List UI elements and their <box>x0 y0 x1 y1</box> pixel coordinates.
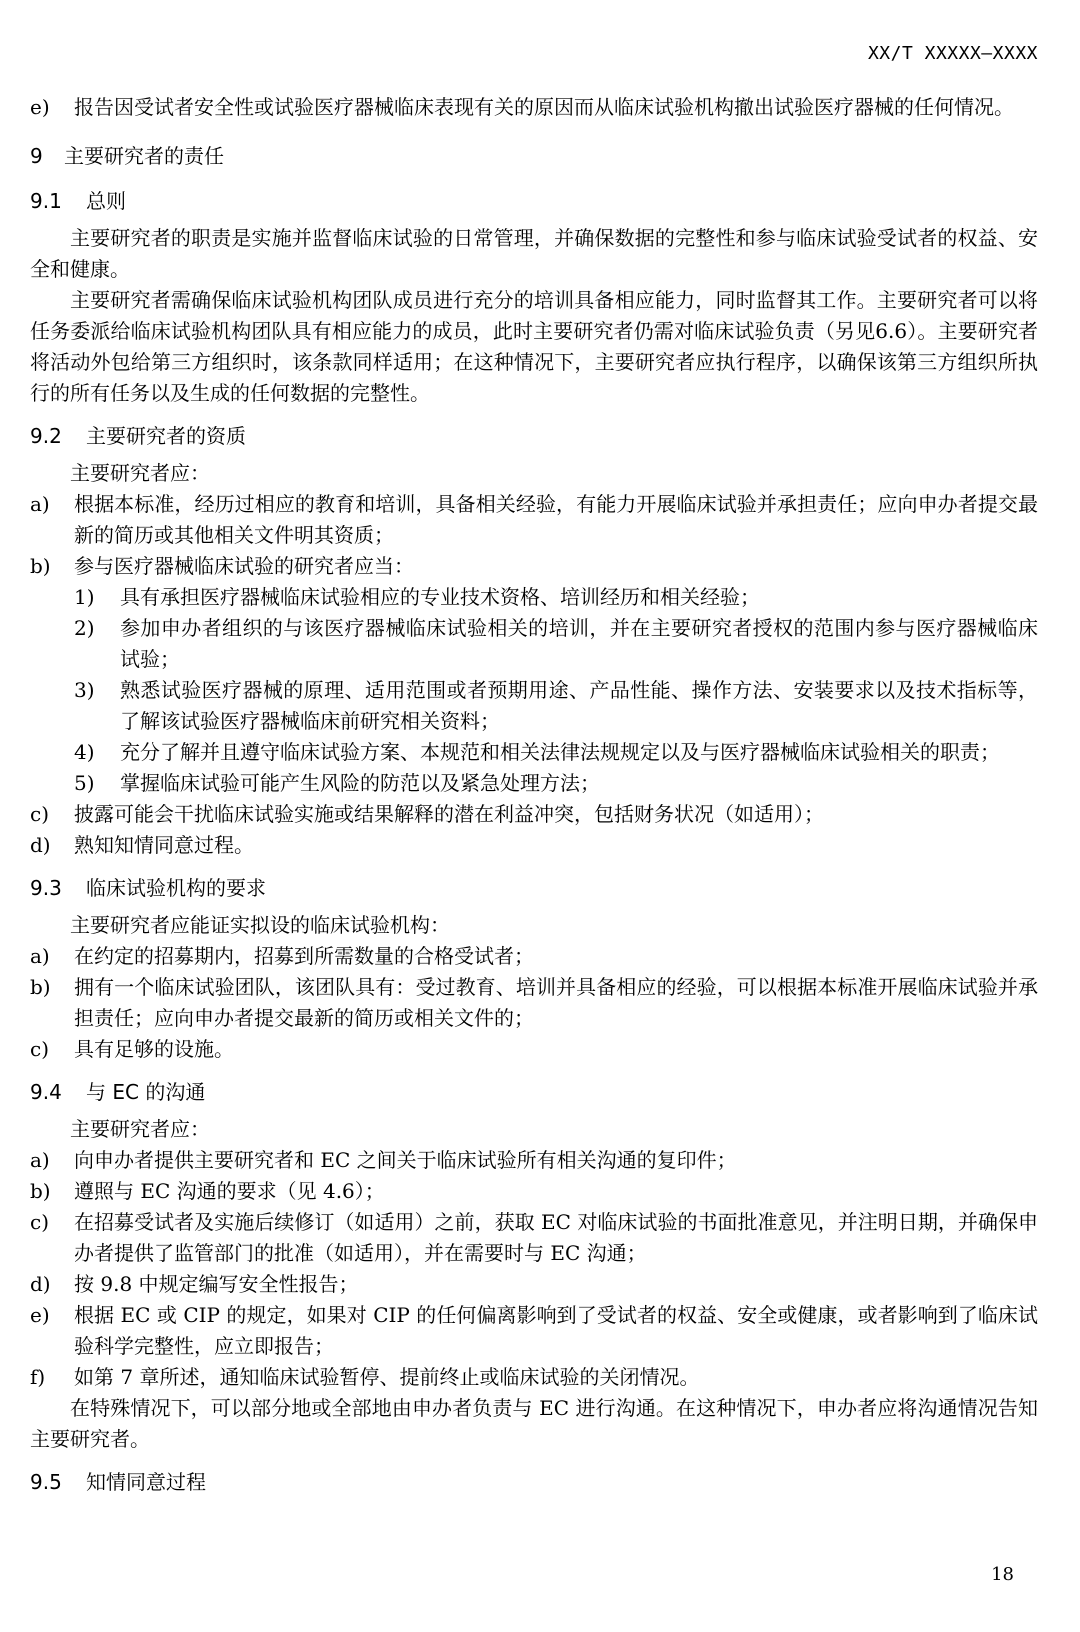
list-text: 披露可能会干扰临床试验实施或结果解释的潜在利益冲突，包括财务状况（如适用）； <box>74 802 824 826</box>
list-marker: 4) <box>74 740 95 764</box>
list-item <box>30 1207 1038 1269</box>
section-title: 临床试验机构的要求 <box>86 876 266 900</box>
list-text: 按 9.8 中规定编写安全性报告； <box>74 1272 359 1296</box>
standard-code: XX/T XXXXX—XXXX <box>867 43 1038 64</box>
list-item <box>30 489 1038 551</box>
paragraph: 主要研究者的职责是实施并监督临床试验的日常管理，并确保数据的完整性和参与临床试验受试者的权益、安全和健康。 <box>30 226 1038 281</box>
section-title: 主要研究者的资质 <box>86 424 246 448</box>
list-item <box>30 830 1038 861</box>
page-number: 18 <box>991 1564 1014 1585</box>
list-item <box>30 1269 1038 1300</box>
section-number: 9 <box>30 144 43 168</box>
section-heading-9-4 <box>30 1077 1038 1108</box>
sub-list-item <box>30 768 1038 799</box>
section-heading-9-1 <box>30 186 1038 217</box>
section-title: 知情同意过程 <box>86 1470 206 1494</box>
section-title: 总则 <box>86 189 126 213</box>
list-item <box>30 1362 1038 1393</box>
section-title: 主要研究者的责任 <box>64 144 224 168</box>
sub-list-item <box>30 737 1038 768</box>
list-marker: 1) <box>74 585 95 609</box>
list-item <box>30 1034 1038 1065</box>
section-heading-9 <box>30 141 1038 172</box>
list-text: 参加申办者组织的与该医疗器械临床试验相关的培训，并在主要研究者授权的范围内参与医疗器械临床试验； <box>120 616 1038 671</box>
list-marker: b) <box>30 975 51 999</box>
list-item <box>30 1145 1038 1176</box>
list-text: 参与医疗器械临床试验的研究者应当： <box>74 554 414 578</box>
paragraph: 在特殊情况下，可以部分地或全部地由申办者负责与 EC 进行沟通。在这种情况下，申办者应将沟通情况告知主要研究者。 <box>30 1396 1038 1451</box>
list-marker: b) <box>30 554 51 578</box>
paragraph: 主要研究者需确保临床试验机构团队成员进行充分的培训具备相应能力，同时监督其工作。主要研究者可以将任务委派给临床试验机构团队具有相应能力的成员，此时主要研究者仍需对临床试验负责（另见6.6）。主要研究者将活动外包给第三方组织时，该条款同样适用；在这种情况下，主要研究者应执行程序，以确保该第三方组织所执行的所有任务以及生成的任何数据的完整性。 <box>30 288 1038 405</box>
list-text: 在招募受试者及实施后续修订（如适用）之前，获取 EC 对临床试验的书面批准意见，并注明日期，并确保申办者提供了监管部门的批准（如适用），并在需要时与 EC 沟通； <box>74 1210 1038 1265</box>
list-marker: a) <box>30 1148 50 1172</box>
list-text: 熟悉试验医疗器械的原理、适用范围或者预期用途、产品性能、操作方法、安装要求以及技术指标等，了解该试验医疗器械临床前研究相关资料； <box>120 678 1038 733</box>
document-body <box>30 92 1038 1504</box>
list-marker: d) <box>30 833 51 857</box>
section-number: 9.4 <box>30 1080 62 1104</box>
sub-list-item <box>30 582 1038 613</box>
list-marker: f) <box>30 1365 46 1389</box>
list-marker: e) <box>30 1303 50 1327</box>
sub-list-item <box>30 613 1038 675</box>
list-marker: a) <box>30 492 50 516</box>
section-number: 9.3 <box>30 876 62 900</box>
list-text: 如第 7 章所述，通知临床试验暂停、提前终止或临床试验的关闭情况。 <box>74 1365 700 1389</box>
paragraph: 主要研究者应： <box>70 461 210 485</box>
section-number: 9.5 <box>30 1470 62 1494</box>
section-title: 与 EC 的沟通 <box>86 1080 206 1104</box>
list-text: 掌握临床试验可能产生风险的防范以及紧急处理方法； <box>120 771 600 795</box>
list-marker: 3) <box>74 678 95 702</box>
list-marker: 2) <box>74 616 95 640</box>
list-text: 报告因受试者安全性或试验医疗器械临床表现有关的原因而从临床试验机构撤出试验医疗器械的任何情况。 <box>74 95 1014 119</box>
list-text: 在约定的招募期内，招募到所需数量的合格受试者； <box>74 944 534 968</box>
section-heading-9-3 <box>30 873 1038 904</box>
section-number: 9.1 <box>30 189 62 213</box>
list-text: 熟知知情同意过程。 <box>74 833 254 857</box>
section-number: 9.2 <box>30 424 62 448</box>
paragraph: 主要研究者应： <box>70 1117 210 1141</box>
list-text: 根据本标准，经历过相应的教育和培训，具备相关经验，有能力开展临床试验并承担责任；应向申办者提交最新的简历或其他相关文件明其资质； <box>74 492 1038 547</box>
list-marker: e) <box>30 95 50 119</box>
sub-list-item <box>30 675 1038 737</box>
list-marker: c) <box>30 1037 50 1061</box>
list-text: 具有足够的设施。 <box>74 1037 234 1061</box>
list-item <box>30 1176 1038 1207</box>
section-heading-9-2 <box>30 421 1038 452</box>
list-marker: c) <box>30 802 50 826</box>
list-marker: d) <box>30 1272 51 1296</box>
list-marker: c) <box>30 1210 50 1234</box>
list-item <box>30 972 1038 1034</box>
list-text: 拥有一个临床试验团队，该团队具有：受过教育、培训并具备相应的经验，可以根据本标准开展临床试验并承担责任；应向申办者提交最新的简历或相关文件的； <box>74 975 1038 1030</box>
list-text: 遵照与 EC 沟通的要求（见 4.6）； <box>74 1179 385 1203</box>
paragraph: 主要研究者应能证实拟设的临床试验机构： <box>70 913 450 937</box>
list-item <box>30 941 1038 972</box>
list-item <box>30 799 1038 830</box>
list-marker: a) <box>30 944 50 968</box>
section-heading-9-5 <box>30 1467 1038 1498</box>
list-item <box>30 1300 1038 1362</box>
list-marker: 5) <box>74 771 95 795</box>
list-item <box>30 92 1038 123</box>
list-marker: b) <box>30 1179 51 1203</box>
list-text: 充分了解并且遵守临床试验方案、本规范和相关法律法规规定以及与医疗器械临床试验相关的职责； <box>120 740 1000 764</box>
list-text: 向申办者提供主要研究者和 EC 之间关于临床试验所有相关沟通的复印件； <box>74 1148 737 1172</box>
list-item <box>30 551 1038 582</box>
list-text: 根据 EC 或 CIP 的规定，如果对 CIP 的任何偏离影响到了受试者的权益、安全或健康，或者影响到了临床试验科学完整性，应立即报告； <box>74 1303 1038 1358</box>
list-text: 具有承担医疗器械临床试验相应的专业技术资格、培训经历和相关经验； <box>120 585 760 609</box>
